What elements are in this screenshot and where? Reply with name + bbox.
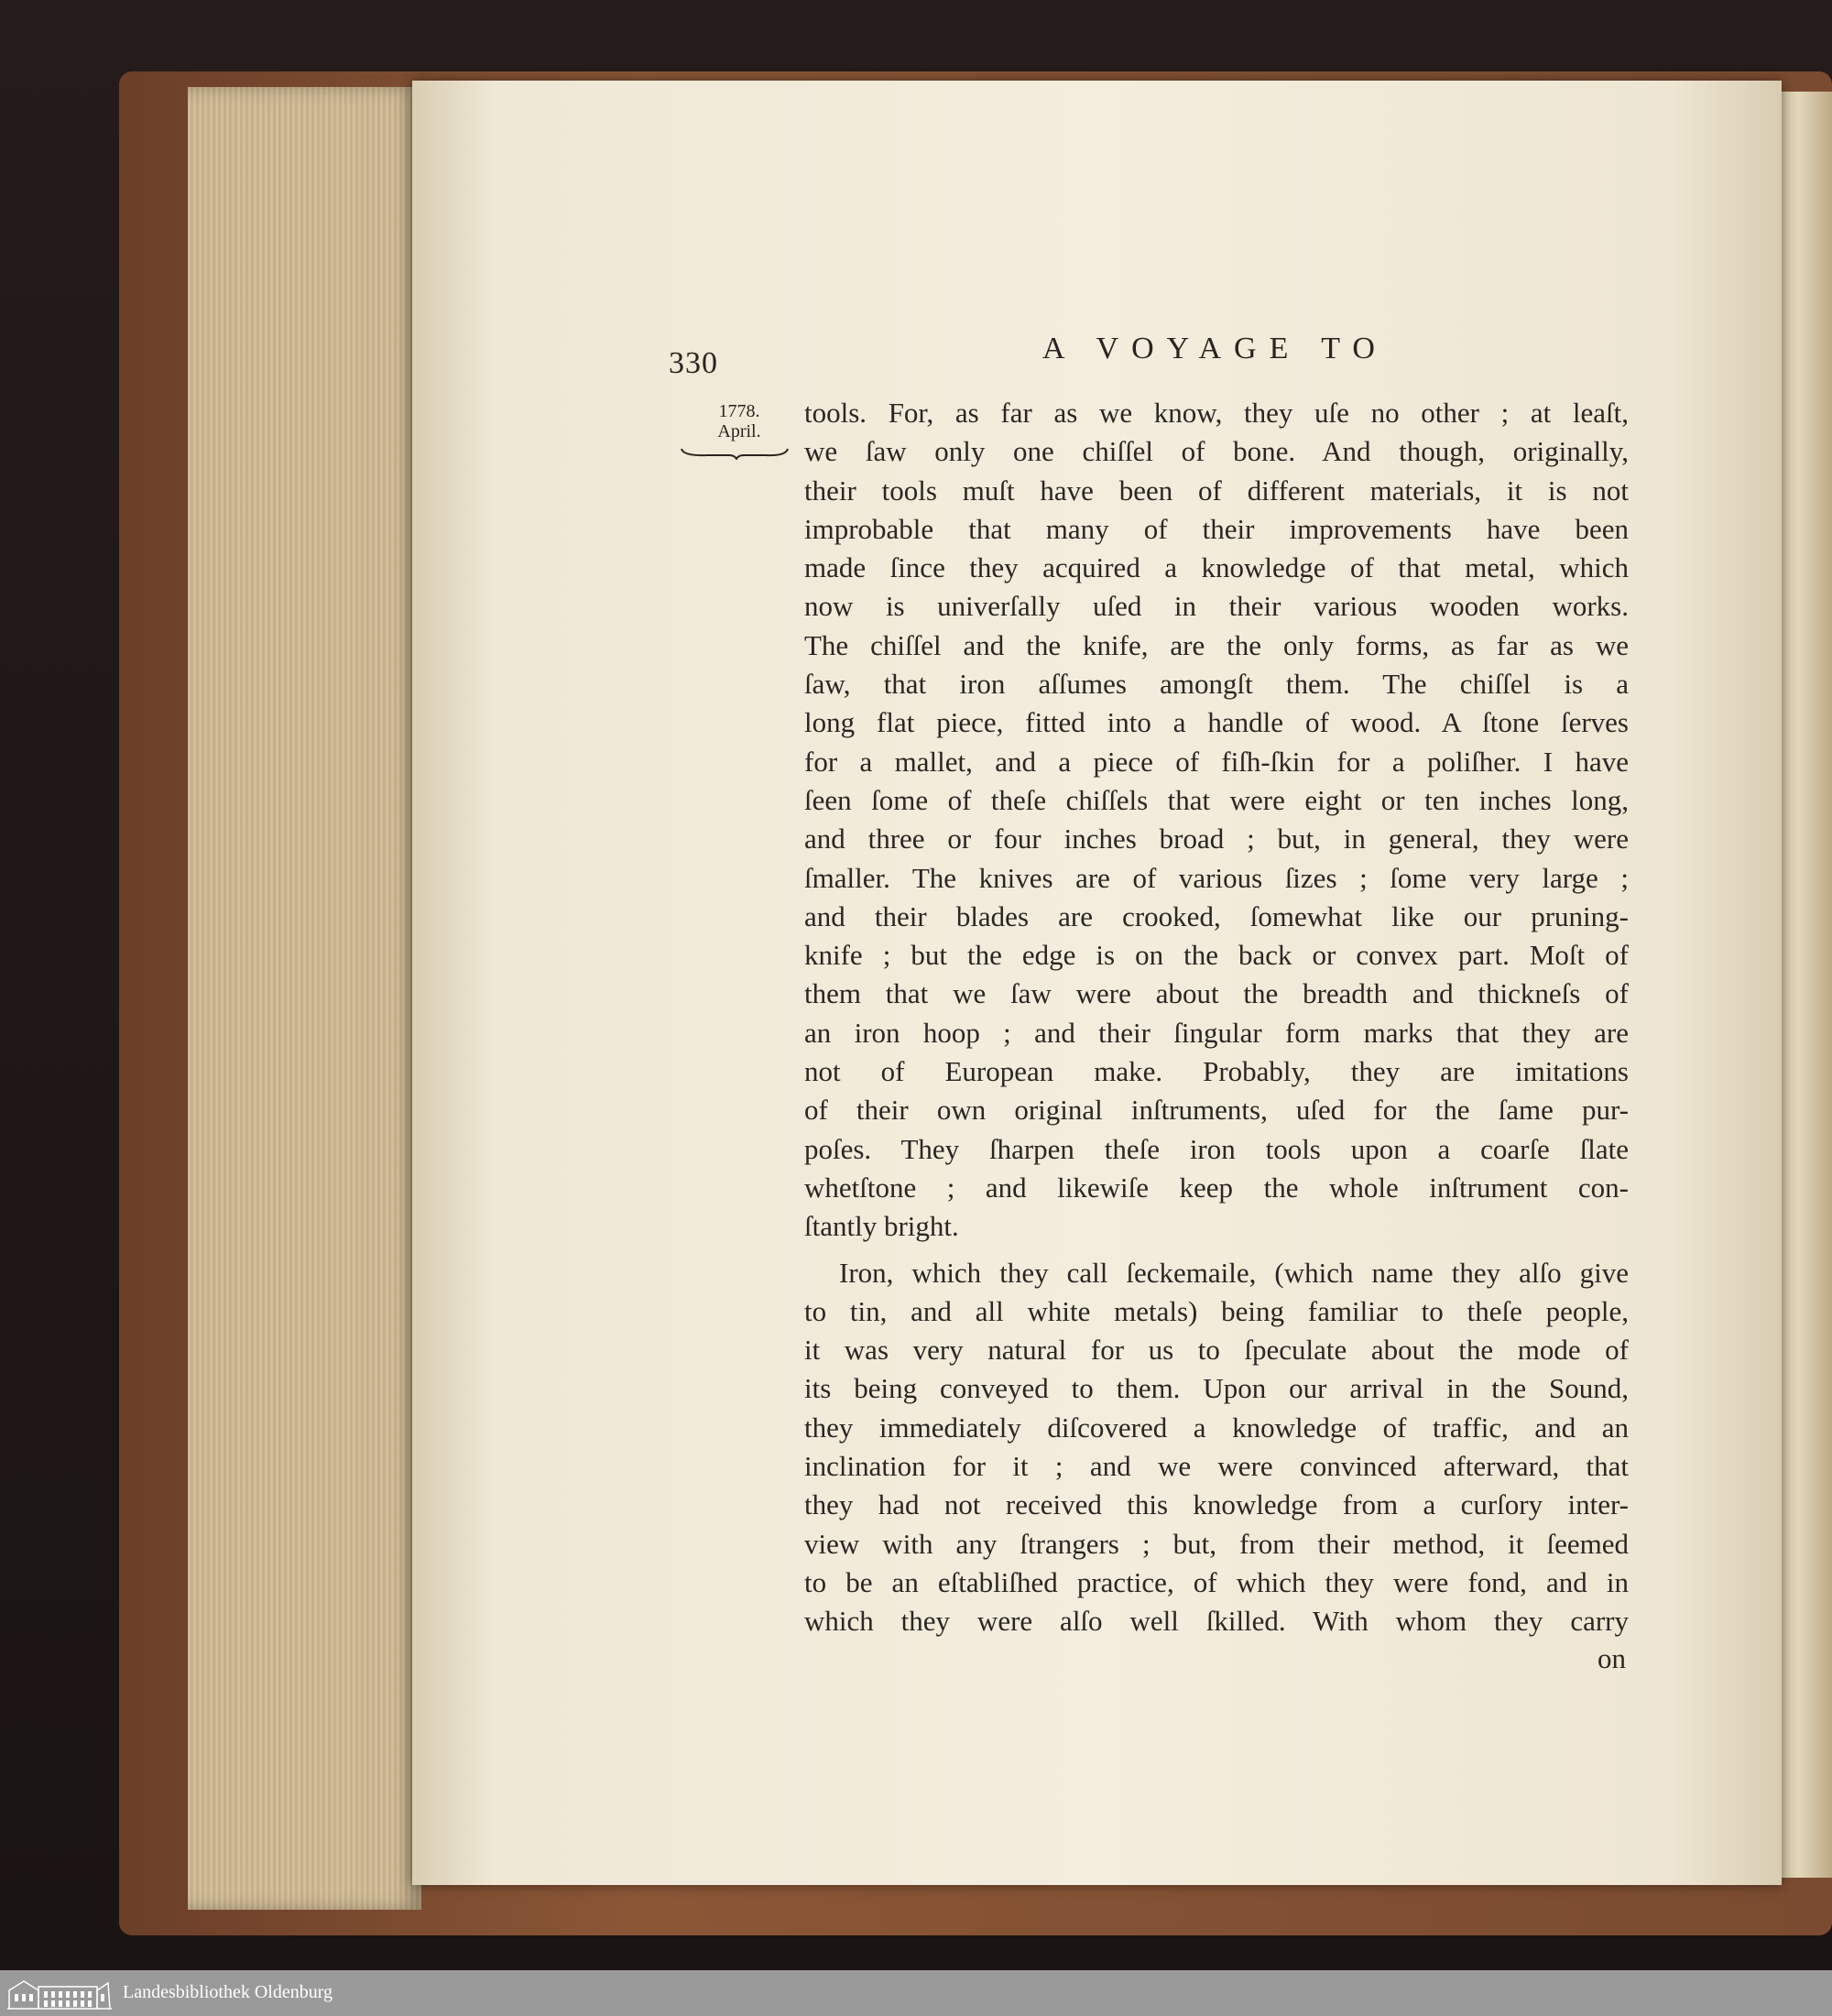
text-line: they immediately diſcovered a knowledge of traffic, and an xyxy=(804,1411,1629,1444)
brace-icon xyxy=(680,447,790,460)
catchword: on xyxy=(1598,1642,1626,1674)
text-line: ſtantly bright. xyxy=(804,1210,959,1243)
margin-note-year: 1778. xyxy=(718,401,760,421)
paragraph-gap xyxy=(804,1247,1629,1254)
text-line: view with any ſtrangers ; but, from their method, it ſeemed xyxy=(804,1527,1629,1560)
text-line: long flat piece, fitted into a handle of wood. A ſtone ſerves xyxy=(804,706,1629,739)
text-line: knife ; but the edge is on the back or convex part. Moſt of xyxy=(804,939,1629,972)
text-line: whetſtone ; and likewiſe keep the whole inſtrument con- xyxy=(804,1171,1629,1204)
library-name: Landesbibliothek Oldenburg xyxy=(123,1982,333,2002)
page-number: 330 xyxy=(669,346,718,380)
text-line: their tools muſt have been of different materials, it is not xyxy=(804,474,1629,507)
margin-note-month: April. xyxy=(717,421,761,441)
facing-page-edge xyxy=(1777,92,1832,1878)
text-line: its being conveyed to them. Upon our arrival in the Sound, xyxy=(804,1372,1629,1405)
text-line: Iron, which they call ſeckemaile, (which name they alſo give xyxy=(839,1256,1629,1289)
text-line: and their blades are crooked, ſomewhat like our pruning- xyxy=(804,899,1629,932)
text-line: The chiſſel and the knife, are the only forms, as far as we xyxy=(804,628,1629,661)
paragraph xyxy=(804,394,1629,1247)
text-line: them that we ſaw were about the breadth and thickneſs of xyxy=(804,977,1629,1010)
text-line: which they were alſo well ſkilled. With whom they carry xyxy=(804,1605,1629,1638)
text-line: ſeen ſome of theſe chiſſels that were eight or ten inches long, xyxy=(804,783,1629,816)
text-line: and three or four inches broad ; but, in general, they were xyxy=(804,823,1629,855)
text-line: they had not received this knowledge from a curſory inter- xyxy=(804,1488,1629,1521)
text-line: it was very natural for us to ſpeculate about the mode of xyxy=(804,1334,1629,1367)
running-title: A VOYAGE TO xyxy=(1042,332,1388,365)
footer-bar xyxy=(0,1970,1832,2016)
page-edges xyxy=(188,87,421,1910)
text-line: improbable that many of their improvements have been xyxy=(804,512,1629,545)
text-line: ſmaller. The knives are of various ſizes ; ſome very large ; xyxy=(804,861,1629,894)
text-line: now is univerſally uſed in their various wooden works. xyxy=(804,590,1629,623)
text-line: for a mallet, and a piece of fiſh-ſkin for a poliſher. I have xyxy=(804,745,1629,778)
text-line: an iron hoop ; and their ſingular form marks that they are xyxy=(804,1016,1629,1049)
text-line: we ſaw only one chiſſel of bone. And though, originally, xyxy=(804,435,1629,468)
text-line: to tin, and all white metals) being familiar to theſe people, xyxy=(804,1294,1629,1327)
body-text xyxy=(804,394,1629,1641)
text-line: ſaw, that iron aſſumes amongſt them. The chiſſel is a xyxy=(804,668,1629,701)
library-building-icon xyxy=(5,1976,114,2011)
text-line: of their own original inſtruments, uſed for the ſame pur- xyxy=(804,1094,1629,1127)
text-line: tools. For, as far as we know, they uſe no other ; at leaſt, xyxy=(804,397,1629,429)
margin-note xyxy=(689,401,790,460)
text-line: made ſince they acquired a knowledge of that metal, which xyxy=(804,551,1629,584)
text-line: inclination for it ; and we were convinced afterward, that xyxy=(804,1450,1629,1483)
text-line: to be an eſtabliſhed practice, of which they were fond, and in xyxy=(804,1565,1629,1598)
paragraph xyxy=(804,1254,1629,1641)
text-line: poſes. They ſharpen theſe iron tools upon a coarſe ſlate xyxy=(804,1132,1629,1165)
text-line: not of European make. Probably, they are imitations xyxy=(804,1055,1629,1088)
